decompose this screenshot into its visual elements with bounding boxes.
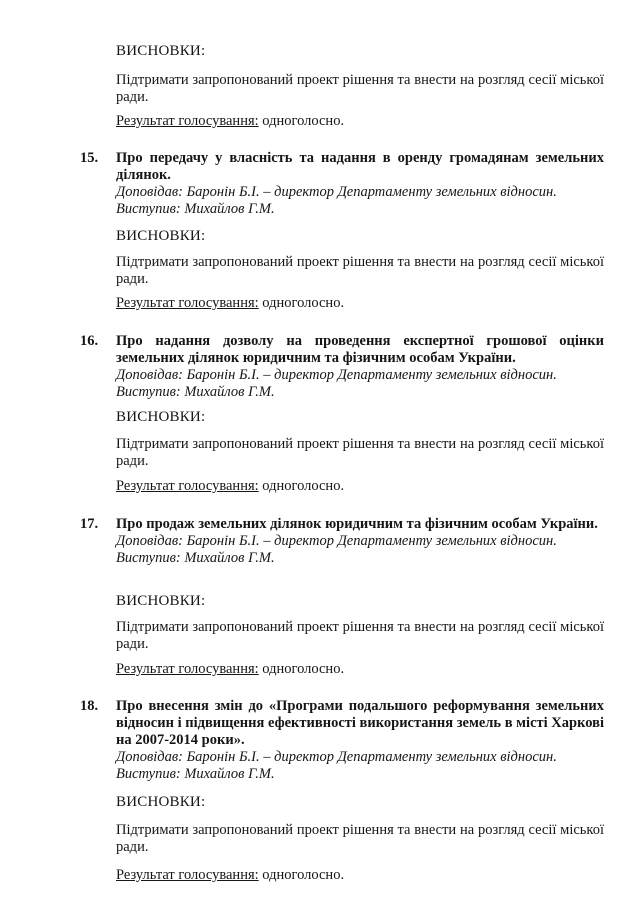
vote-result xyxy=(116,478,604,495)
vote-result xyxy=(116,661,604,678)
item-speaker: Доповідав: Баронін Б.І. – директор Департаменту земельних відносин. xyxy=(116,749,557,765)
conclusions-heading: ВИСНОВКИ: xyxy=(116,593,206,609)
vote-result xyxy=(116,867,604,884)
item-title: Про надання дозволу на проведення експертної грошової оцінки земельних ділянок юридичним та фізичним особам України. xyxy=(116,333,604,366)
item-number: 16. xyxy=(80,333,99,349)
item-speech: Виступив: Михайлов Г.М. xyxy=(116,550,275,566)
conclusions-heading: ВИСНОВКИ: xyxy=(116,409,206,425)
agenda-item-15 xyxy=(80,150,604,218)
item-speech: Виступив: Михайлов Г.М. xyxy=(116,201,275,217)
conclusions-heading: ВИСНОВКИ: xyxy=(116,228,206,244)
item-speech: Виступив: Михайлов Г.М. xyxy=(116,766,275,782)
vote-result xyxy=(116,295,604,312)
vote-result-value: одноголосно. xyxy=(258,478,345,494)
vote-result-label: Результат голосування: xyxy=(116,867,259,883)
vote-result-value: одноголосно. xyxy=(258,661,345,677)
vote-result-label: Результат голосування: xyxy=(116,295,259,311)
item-speech: Виступив: Михайлов Г.М. xyxy=(116,384,275,400)
vote-result-label: Результат голосування: xyxy=(116,113,259,129)
conclusion-text: Підтримати запропонований проект рішення та внести на розгляд сесії міської ради. xyxy=(116,619,604,652)
vote-result-value: одноголосно. xyxy=(258,867,345,883)
item-number: 17. xyxy=(80,516,99,532)
vote-result-label: Результат голосування: xyxy=(116,478,259,494)
item-title: Про внесення змін до «Програми подальшого реформування земельних відносин і підвищення ефективності використання земель в місті Харкові на 2007-2014 роки». xyxy=(116,698,604,748)
item-speaker: Доповідав: Баронін Б.І. – директор Департаменту земельних відносин. xyxy=(116,367,557,383)
conclusion-text: Підтримати запропонований проект рішення та внести на розгляд сесії міської ради. xyxy=(116,254,604,287)
conclusion-text: Підтримати запропонований проект рішення та внести на розгляд сесії міської ради. xyxy=(116,72,604,105)
conclusions-heading: ВИСНОВКИ: xyxy=(116,794,206,810)
conclusions-heading: ВИСНОВКИ: xyxy=(116,43,206,59)
item-number: 18. xyxy=(80,698,99,714)
item-speaker: Доповідав: Баронін Б.І. – директор Департаменту земельних відносин. xyxy=(116,533,557,549)
item-number: 15. xyxy=(80,150,99,166)
agenda-item-18 xyxy=(80,698,604,783)
conclusion-text: Підтримати запропонований проект рішення та внести на розгляд сесії міської ради. xyxy=(116,822,604,855)
item-speaker: Доповідав: Баронін Б.І. – директор Департаменту земельних відносин. xyxy=(116,184,557,200)
vote-result-value: одноголосно. xyxy=(258,295,345,311)
agenda-item-17 xyxy=(80,516,604,567)
vote-result xyxy=(116,113,604,130)
item-title: Про продаж земельних ділянок юридичним та фізичним особам України. xyxy=(116,516,598,532)
conclusion-text: Підтримати запропонований проект рішення та внести на розгляд сесії міської ради. xyxy=(116,436,604,469)
vote-result-label: Результат голосування: xyxy=(116,661,259,677)
agenda-item-16 xyxy=(80,333,604,401)
vote-result-value: одноголосно. xyxy=(258,113,345,129)
item-title: Про передачу у власність та надання в оренду громадянам земельних ділянок. xyxy=(116,150,604,183)
